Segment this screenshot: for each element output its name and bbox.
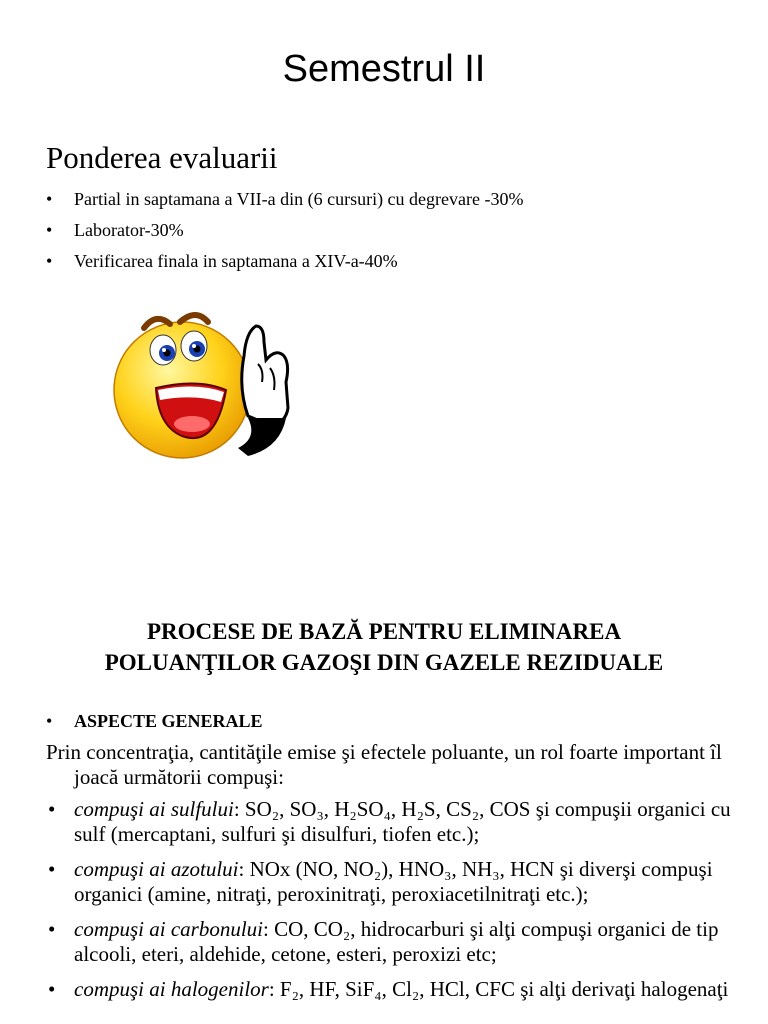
list-item	[46, 857, 736, 907]
list-item	[46, 917, 736, 967]
evaluation-list	[46, 184, 523, 277]
item-label: compuşi ai sulfului	[74, 797, 234, 821]
item-label: compuşi ai halogenilor	[74, 977, 269, 1001]
list-item: • Partial in saptamana a VII-a din (6 cursuri) cu degrevare -30%	[46, 184, 523, 215]
slide-subtitle: Ponderea evaluarii	[46, 140, 278, 175]
item-text: : F₂, HF, SiF₄, Cl₂, HCl, CFC şi alţi derivaţi halogenaţi	[268, 977, 729, 1001]
item-text: : NOx (NO, NO₂), HNO₃, NH₃, HCN şi diverşi compuşi organici (amine, nitraţi, peroxinitraţi, peroxiacetilnitraţi etc.);	[74, 857, 713, 906]
section-heading: • ASPECTE GENERALE	[46, 711, 263, 732]
slide-title: Semestrul II	[282, 48, 486, 90]
laughing-smiley-icon	[108, 298, 298, 478]
pollutant-list	[46, 797, 736, 1012]
list-item: • Laborator-30%	[46, 215, 523, 246]
item-label: compuşi ai azotului	[74, 857, 239, 881]
list-item	[46, 977, 736, 1002]
item-label: compuşi ai carbonului	[74, 917, 263, 941]
list-item: • Verificarea finala in saptamana a XIV-a-40%	[46, 246, 523, 277]
slide-title	[0, 616, 768, 678]
item-text: : SO₂, SO₃, H₂SO₄, H₂S, CS₂, COS şi compuşii organici cu sulf (mercaptani, sulfuri şi disulfuri, tiofen etc.);	[74, 797, 731, 846]
title-line-1: PROCESE DE BAZĂ PENTRU ELIMINAREA	[146, 619, 622, 644]
intro-paragraph: Prin concentraţia, cantităţile emise şi efectele poluante, un rol foarte important îl joacă următorii compuşi:	[46, 740, 722, 789]
slide-2	[0, 590, 768, 1024]
item-text: : CO, CO₂, hidrocarburi şi alţi compuşi organici de tip alcooli, eteri, aldehide, cetone, esteri, peroxizi etc;	[74, 917, 719, 966]
list-item	[46, 797, 736, 847]
title-line-2: POLUANŢILOR GAZOŞI DIN GAZELE REZIDUALE	[104, 650, 664, 675]
